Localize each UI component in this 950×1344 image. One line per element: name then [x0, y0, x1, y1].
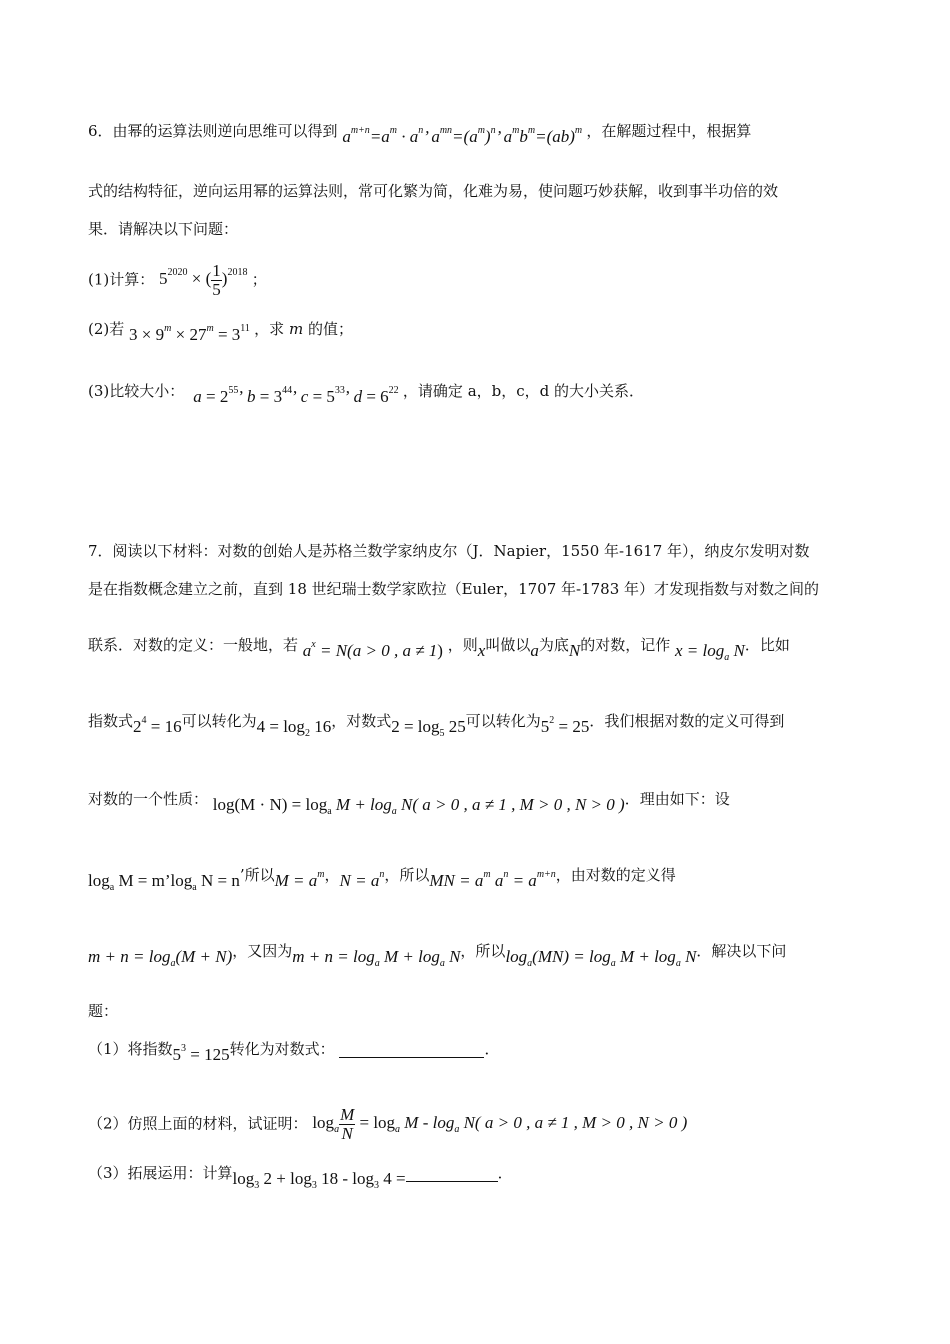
q6-part3: (3)比较大小： $a = 2^{55}$’ $b = 3^{44}$’ $c = 5^{33}$’ $d = 6^{22}$ ，请确定 a，b，c，d 的大小关系．: [88, 382, 645, 406]
q7-definition-formula: $a^x = N(a > 0$ , a ≠ 1): [302, 639, 443, 660]
q6-line2: 式的结构特征，逆向运用幂的运算法则，常可化繁为简，化难为易，使问题巧妙获解，收到事半功倍的效: [88, 182, 779, 200]
q7-line1: 7．阅读以下材料：对数的创始人是苏格兰数学家纳皮尔（J．Napier，1550 年-1617 年），纳皮尔发明对数: [88, 542, 810, 560]
q7-line8: 题：: [88, 1002, 119, 1020]
q6-intro-tail: ，在解题过程中，根据算: [586, 122, 752, 140]
q6-intro-line: [88, 122, 862, 146]
q6-part3-values: $a = 2^{55}$’ $b = 3^{44}$’ $c = 5^{33}$’ $d = 6^{22}$: [193, 385, 399, 406]
q7-log-notation: $x = \log_a N$: [674, 641, 745, 663]
q7-part3: （3）拓展运用：计算$\log_3 2 + \log_3 18 - \log_3 4$ = ．: [88, 1164, 513, 1191]
q7-property-line: 对数的一个性质： $\log(M \cdot N) = \log_a M + \log_a N$( a > 0 , a ≠ 1 , M > 0 , N > 0 )．理由如下：设: [88, 790, 730, 817]
q7-reason-line: $\log_a M$ = $m’\log_a$ N = n’所以$M = a^m$，$N = a^n$，所以MN = $a^m$ $a^n = a^{m+n}$，由对数的定义得: [88, 866, 676, 893]
q7-example-line: 指数式$2^4 = 16$可以转化为$4 = \log_2 16$，对数式$2 = \log_5 25$可以转化为$5^2 = 25$．我们根据对数的定义可得到: [88, 712, 785, 739]
fraction-one-fifth: $\frac{1}{5}$: [212, 261, 221, 299]
q7-line2: 是在指数概念建立之前，直到 18 世纪瑞士数学家欧拉（Euler，1707 年-1783 年）才发现指数与对数之间的: [88, 580, 820, 598]
q7-derivation-line: $m + n = \log_a(M + N)$，又因为$m + n = \log_a M + \log_a N$，所以$\log_a(MN) = \log_a M + \log_a N$．解决以下问: [88, 942, 787, 969]
q7-part2: （2）仿照上面的材料，试证明： $\log_a$ $\frac{M}{N}$ = $\log_a M - \log_a N$( a > 0 , a ≠ 1 , M > 0 , N > 0 ): [88, 1105, 688, 1143]
q6-part1-expression: $5^{2020}$ × ( $\frac{1}{5}$ )$^{2018}$: [159, 261, 248, 299]
q6-line3: 果．请解决以下问题：: [88, 220, 239, 238]
q6-part2: (2)若 $3 \times 9^m \times 27^m = 3^{11}$ ，求 m 的值；: [88, 320, 353, 344]
q6-part2-equation: $3 \times 9^m \times 27^m = 3^{11}$: [129, 323, 250, 344]
q7-part1: （1）将指数$5^3 = 125$转化为对数式： ．: [88, 1040, 500, 1064]
q7-part1-answer-blank[interactable]: [339, 1042, 484, 1058]
q7-part2-formula: $\log_a$ $\frac{M}{N}$ = $\log_a M - \log_a N$( a > 0 , a ≠ 1 , M > 0 , N > 0 ): [312, 1105, 688, 1143]
q6-power-rules-formula: $a^{m+n}=a^m \cdot a^n$’ $a^{mn}=(a^m)^n$’ $a^mb^m=(ab)^m$: [342, 125, 583, 146]
q7-log-product-property: $\log(M \cdot N) = \log_a M + \log_a N$( a > 0 , a ≠ 1 , M > 0 , N > 0 ): [212, 795, 625, 817]
fraction-m-over-n: $\frac{M}{N}$: [340, 1105, 355, 1143]
q7-part3-answer-blank[interactable]: [406, 1166, 498, 1182]
q6-intro-text: 6．由幂的运算法则逆向思维可以得到: [88, 122, 338, 140]
q6-part1: (1)计算： $5^{2020}$ × ( $\frac{1}{5}$ )$^{2018}$ ；: [88, 261, 267, 299]
q7-definition-line: 联系．对数的定义：一般地，若 $a^x = N(a > 0$ , a ≠ 1) ，则x叫做以a为底N的对数，记作 $x = \log_a N$．比如: [88, 636, 790, 663]
